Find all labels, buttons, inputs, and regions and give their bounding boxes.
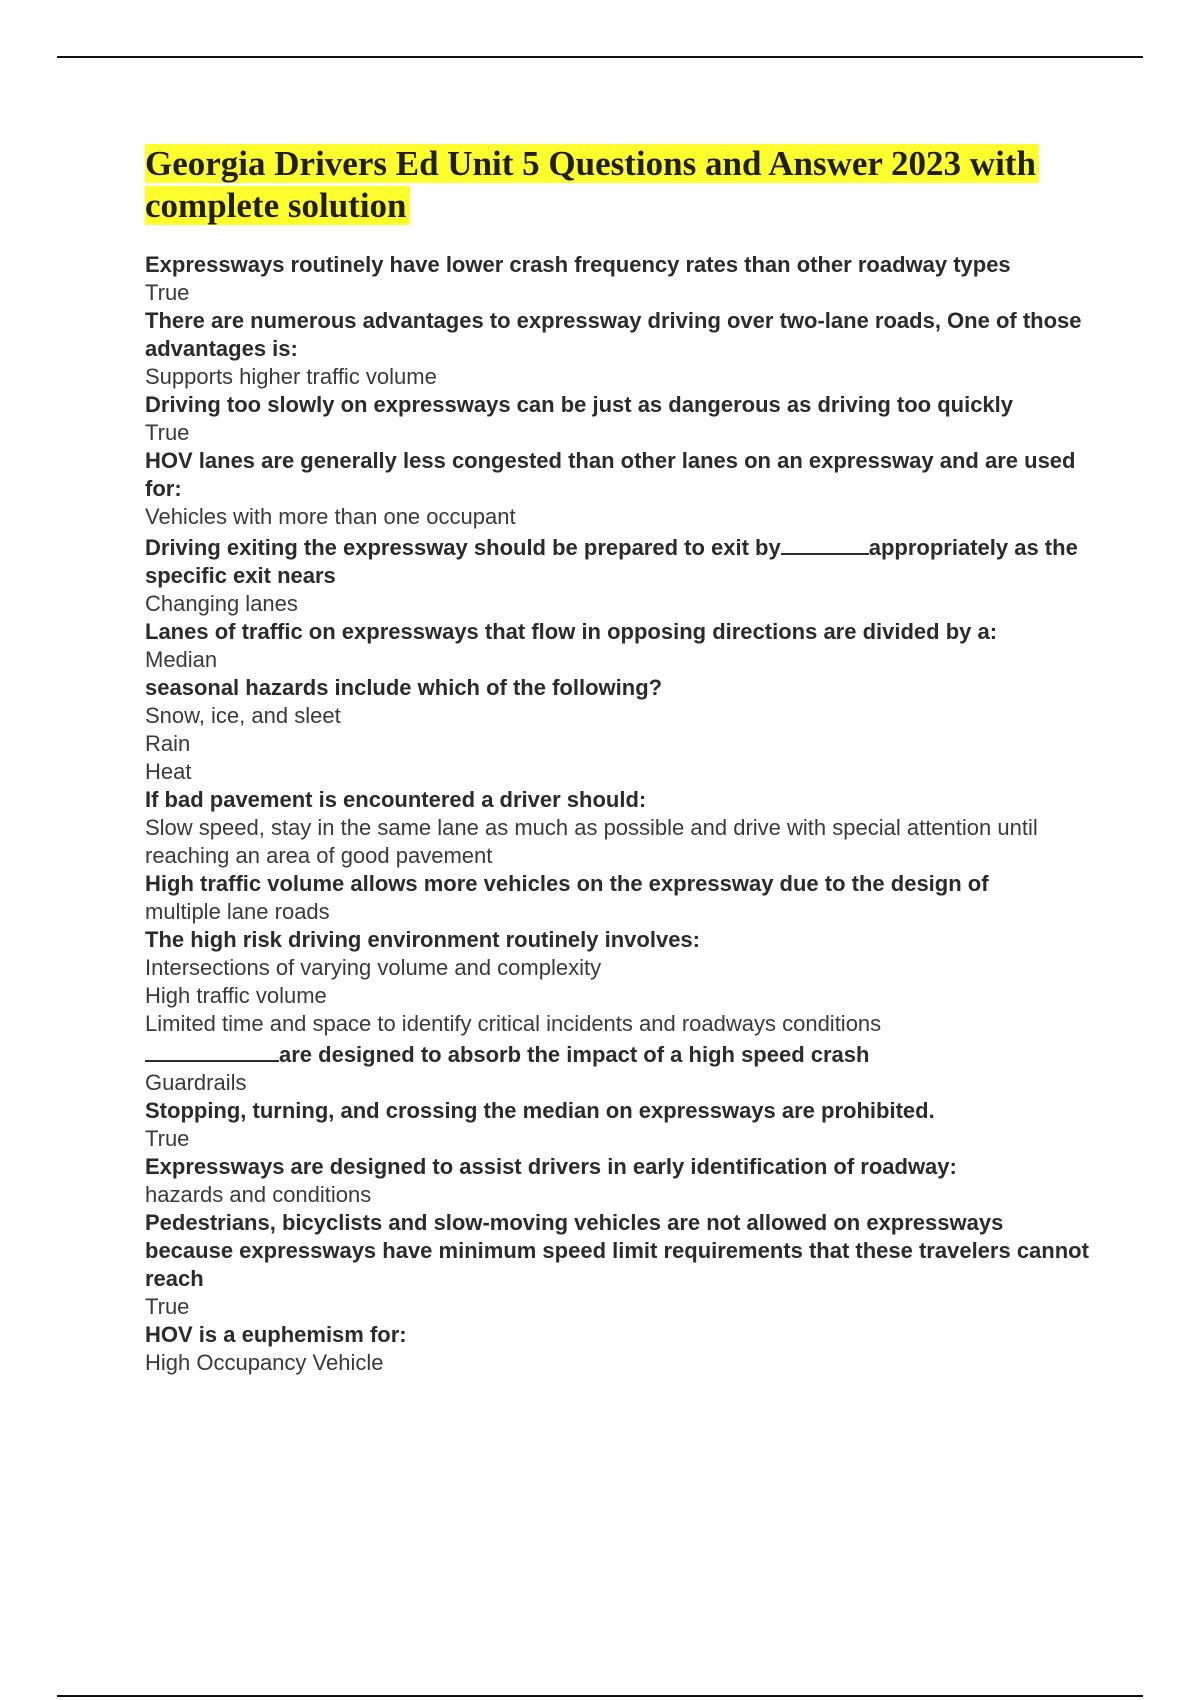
fill-in-blank	[781, 531, 869, 555]
question-text: The high risk driving environment routinely involves:	[145, 927, 700, 952]
answer-text: True	[145, 420, 190, 445]
question-text: HOV is a euphemism for:	[145, 1322, 407, 1347]
qa-item	[145, 870, 1090, 926]
answer-text: High Occupancy Vehicle	[145, 1350, 384, 1375]
answer-text: Rain	[145, 731, 191, 756]
qa-item	[145, 531, 1090, 618]
title-highlight: Georgia Drivers Ed Unit 5 Questions and Answer 2023 with complete solution	[145, 144, 1039, 225]
question-text	[145, 1038, 1090, 1069]
question-text-end: appropriately as the specific exit nears	[145, 535, 1078, 588]
question-text: Expressways are designed to assist drivers in early identification of roadway:	[145, 1154, 957, 1179]
answer-text: True	[145, 1126, 190, 1151]
question-text: Lanes of traffic on expressways that flow in opposing directions are divided by a:	[145, 619, 998, 644]
answer-text: Intersections of varying volume and complexity	[145, 955, 602, 980]
answer-text: Slow speed, stay in the same lane as much as possible and drive with special attention until reaching an area of good pavement	[145, 815, 1038, 868]
question-text: If bad pavement is encountered a driver should:	[145, 787, 647, 812]
answer-text: High traffic volume	[145, 983, 327, 1008]
answer-text: Snow, ice, and sleet	[145, 703, 341, 728]
answer-text: Limited time and space to identify critical incidents and roadways conditions	[145, 1011, 882, 1036]
answer-text: Guardrails	[145, 1070, 247, 1095]
qa-item	[145, 1209, 1090, 1321]
qa-item	[145, 926, 1090, 1038]
answer-text: True	[145, 280, 190, 305]
answer-text: hazards and conditions	[145, 1182, 372, 1207]
qa-item	[145, 786, 1090, 870]
document-title	[145, 143, 1090, 227]
answer-text: Changing lanes	[145, 591, 298, 616]
question-text: Pedestrians, bicyclists and slow-moving vehicles are not allowed on expressways because expressways have minimum speed limit requirements that these travelers cannot reach	[145, 1210, 1089, 1291]
qa-item	[145, 1321, 1090, 1377]
qa-list	[145, 251, 1090, 1377]
qa-item	[145, 1153, 1090, 1209]
question-text: Stopping, turning, and crossing the median on expressways are prohibited.	[145, 1098, 935, 1123]
answer-text: Supports higher traffic volume	[145, 364, 437, 389]
answer-text: multiple lane roads	[145, 899, 330, 924]
question-text: Driving too slowly on expressways can be just as dangerous as driving too quickly	[145, 392, 1014, 417]
question-text-start: Driving exiting the expressway should be prepared to exit by	[145, 535, 781, 560]
bottom-rule	[57, 1695, 1143, 1697]
question-text: HOV lanes are generally less congested than other lanes on an expressway and are used for:	[145, 448, 1076, 501]
qa-item	[145, 618, 1090, 674]
qa-item	[145, 251, 1090, 307]
question-text: There are numerous advantages to expressway driving over two-lane roads, One of those advantages is:	[145, 308, 1082, 361]
question-text: Expressways routinely have lower crash frequency rates than other roadway types	[145, 252, 1011, 277]
document-body	[145, 143, 1090, 1377]
question-text-end: are designed to absorb the impact of a high speed crash	[279, 1042, 870, 1067]
answer-text: Heat	[145, 759, 192, 784]
question-text	[145, 531, 1090, 590]
qa-item	[145, 307, 1090, 391]
question-text: seasonal hazards include which of the following?	[145, 675, 663, 700]
answer-text: True	[145, 1294, 190, 1319]
qa-item	[145, 447, 1090, 531]
question-text: High traffic volume allows more vehicles on the expressway due to the design of	[145, 871, 989, 896]
qa-item	[145, 674, 1090, 786]
answer-text: Vehicles with more than one occupant	[145, 504, 516, 529]
answer-text: Median	[145, 647, 218, 672]
qa-item	[145, 391, 1090, 447]
top-rule	[57, 56, 1143, 58]
fill-in-blank	[145, 1038, 279, 1062]
qa-item	[145, 1038, 1090, 1097]
qa-item	[145, 1097, 1090, 1153]
